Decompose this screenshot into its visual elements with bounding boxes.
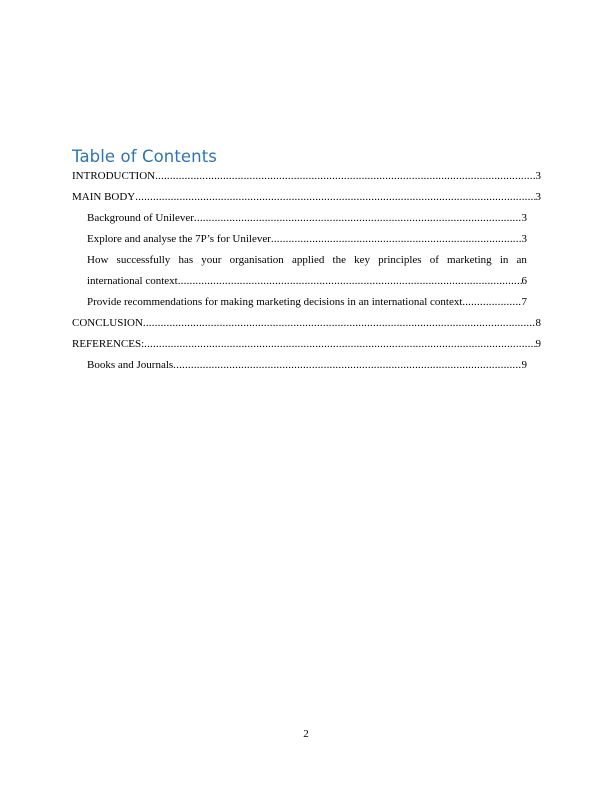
toc-entry-label: Provide recommendations for making marketing decisions in an international context.	[87, 296, 466, 308]
toc-entry-page: 9	[521, 359, 527, 371]
toc-word: successfully	[116, 254, 171, 266]
toc-entry-label: Background of Unilever	[87, 212, 194, 224]
toc-entry-label-line1	[87, 250, 527, 271]
toc-entry-page: 9	[535, 338, 541, 350]
toc-word: key	[354, 254, 371, 266]
toc-entry-marketing-principles[interactable]	[87, 250, 527, 292]
toc-leader-dots	[465, 292, 521, 313]
toc-entry-page: 6	[521, 275, 527, 287]
toc-entry-page: 3	[521, 212, 527, 224]
toc-word: organisation	[229, 254, 284, 266]
toc-entry-page: 3	[521, 233, 527, 245]
toc-entry-page: 8	[535, 317, 541, 329]
toc-entry-introduction[interactable]	[72, 166, 541, 187]
toc-leader-dots	[135, 187, 535, 208]
toc-word: in	[499, 254, 509, 266]
toc-word: of	[429, 254, 439, 266]
toc-leader-dots	[155, 166, 535, 187]
toc-entry-label: Explore and analyse the 7P’s for Unilever	[87, 233, 271, 245]
toc-entry-page: 3	[535, 191, 541, 203]
toc-entry-label: Books and Journals	[87, 359, 174, 371]
toc-word: the	[332, 254, 346, 266]
toc-word: an	[516, 254, 527, 266]
toc-leader-dots	[178, 271, 522, 292]
toc-word: has	[178, 254, 194, 266]
toc-word: marketing	[447, 254, 492, 266]
toc-entry-references[interactable]	[72, 334, 541, 355]
toc-word: applied	[291, 254, 325, 266]
toc-leader-dots	[144, 334, 535, 355]
toc-leader-dots	[143, 313, 536, 334]
footer-page-number: 2	[303, 728, 309, 740]
toc-entry-books-journals[interactable]	[87, 355, 527, 376]
toc-leader-dots	[173, 355, 521, 376]
toc-heading: Table of Contents	[72, 147, 217, 166]
toc-leader-dots	[194, 208, 522, 229]
toc-word: your	[201, 254, 222, 266]
toc-entry-conclusion[interactable]	[72, 313, 541, 334]
toc-word: principles	[378, 254, 422, 266]
toc-entry-page: 3	[535, 170, 541, 182]
toc-entry-label: MAIN BODY	[72, 191, 136, 203]
toc-entry-label-line2: international context	[87, 275, 178, 287]
toc-word: How	[87, 254, 109, 266]
toc-entry-recommendations[interactable]	[87, 292, 527, 313]
toc-leader-dots	[271, 229, 522, 250]
toc-entry-label: CONCLUSION	[72, 317, 143, 329]
toc-entry-7ps[interactable]	[87, 229, 527, 250]
toc-entry-main-body[interactable]	[72, 187, 541, 208]
toc-list	[72, 166, 541, 376]
toc-entry-label: REFERENCES:	[72, 338, 145, 350]
toc-entry-page: 7	[521, 296, 527, 308]
toc-entry-background[interactable]	[87, 208, 527, 229]
toc-entry-label: INTRODUCTION	[72, 170, 156, 182]
